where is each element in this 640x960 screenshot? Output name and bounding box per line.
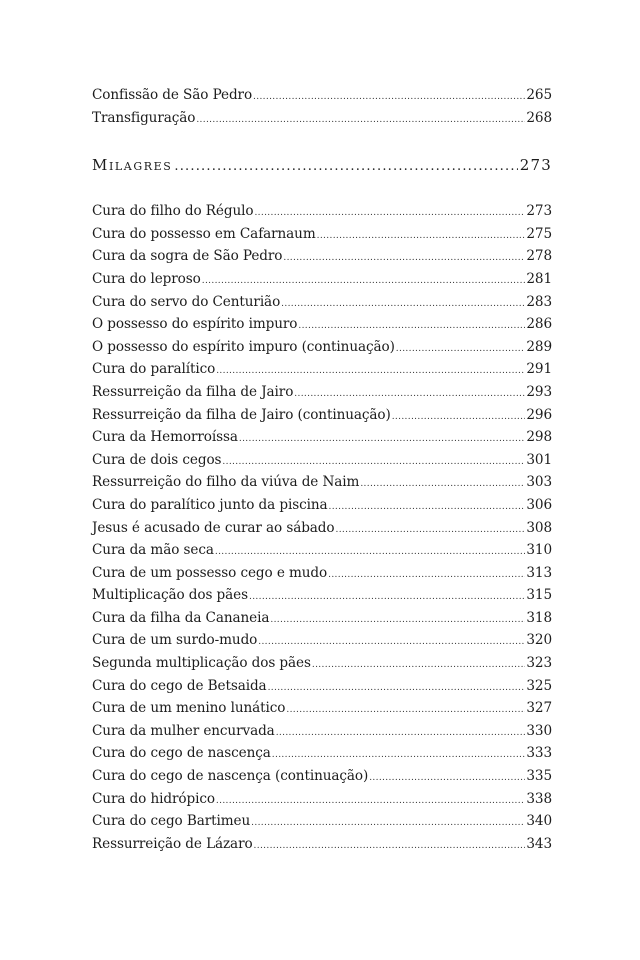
toc-entry xyxy=(92,607,552,630)
entry-page-number: 298 xyxy=(526,429,552,446)
entry-title: O possesso do espírito impuro xyxy=(92,316,298,333)
dot-leader xyxy=(336,519,526,542)
toc-entry xyxy=(92,84,552,107)
toc-entry xyxy=(92,742,552,765)
dot-leader xyxy=(329,496,526,519)
entry-title: Cura do paralítico junto da piscina xyxy=(92,496,328,513)
entry-page-number: 306 xyxy=(526,496,552,513)
toc-entry xyxy=(92,584,552,607)
entry-page-number: 281 xyxy=(526,270,552,287)
toc-entry xyxy=(92,107,552,130)
entry-title: Cura da mão seca xyxy=(92,542,214,559)
entry-page-number: 323 xyxy=(526,655,552,672)
entry-page-number: 286 xyxy=(526,316,552,333)
entry-title: Cura do cego de Betsaida xyxy=(92,677,267,694)
entry-page-number: 291 xyxy=(526,361,552,378)
toc-entry xyxy=(92,449,552,472)
dot-leader xyxy=(202,270,526,293)
entry-page-number: 340 xyxy=(526,813,552,830)
entry-title: Cura de um surdo-mudo xyxy=(92,632,258,649)
entry-page-number: 293 xyxy=(526,383,552,400)
section-title: Milagres xyxy=(92,156,173,175)
dot-leader xyxy=(317,225,526,248)
dot-leader xyxy=(369,767,525,790)
entry-title: Transfiguração xyxy=(92,109,196,126)
dot-leader xyxy=(174,155,517,179)
toc-entry xyxy=(92,245,552,268)
dot-leader xyxy=(294,383,525,406)
toc-entry xyxy=(92,494,552,517)
entry-title: Ressurreição de Lázaro xyxy=(92,835,253,852)
toc-entry xyxy=(92,358,552,381)
dot-leader xyxy=(249,586,525,609)
toc-entry xyxy=(92,562,552,585)
table-of-contents xyxy=(92,84,552,855)
toc-entry xyxy=(92,200,552,223)
dot-leader xyxy=(281,293,525,316)
dot-leader xyxy=(258,631,525,654)
entry-title: Cura do cego de nascença xyxy=(92,745,271,762)
entry-page-number: 313 xyxy=(526,564,552,581)
entry-page-number: 275 xyxy=(526,225,552,242)
toc-entry xyxy=(92,268,552,291)
dot-leader xyxy=(276,722,526,745)
entry-page-number: 310 xyxy=(526,542,552,559)
entry-page-number: 289 xyxy=(526,338,552,355)
entry-title: O possesso do espírito impuro (continuação) xyxy=(92,338,395,355)
dot-leader xyxy=(222,451,525,474)
toc-entry xyxy=(92,426,552,449)
toc-entry xyxy=(92,788,552,811)
entry-title: Cura do leproso xyxy=(92,270,201,287)
entry-title: Cura da mulher encurvada xyxy=(92,722,275,739)
toc-entry xyxy=(92,336,552,359)
dot-leader xyxy=(312,654,525,677)
entry-page-number: 301 xyxy=(526,451,552,468)
dot-leader xyxy=(196,109,525,132)
dot-leader xyxy=(254,835,526,858)
entry-page-number: 327 xyxy=(526,700,552,717)
entry-title: Ressurreição da filha de Jairo (continuação) xyxy=(92,406,391,423)
toc-entry xyxy=(92,629,552,652)
toc-entry-list xyxy=(92,200,552,855)
entry-page-number: 320 xyxy=(526,632,552,649)
entry-page-number: 338 xyxy=(526,790,552,807)
dot-leader xyxy=(254,202,525,225)
dot-leader xyxy=(283,247,525,270)
entry-page-number: 265 xyxy=(526,87,552,103)
entry-title: Ressurreição da filha de Jairo xyxy=(92,383,294,400)
dot-leader xyxy=(268,677,526,700)
entry-title: Cura da Hemorroíssa xyxy=(92,429,238,446)
entry-title: Jesus é acusado de curar ao sábado xyxy=(92,519,335,536)
entry-page-number: 308 xyxy=(526,519,552,536)
toc-top-list xyxy=(92,84,552,129)
entry-page-number: 296 xyxy=(526,406,552,423)
section-heading xyxy=(92,153,552,177)
toc-entry xyxy=(92,471,552,494)
dot-leader xyxy=(216,360,525,383)
entry-page-number: 318 xyxy=(526,609,552,626)
dot-leader xyxy=(215,541,525,564)
entry-title: Multiplicação dos pães xyxy=(92,587,248,604)
entry-page-number: 268 xyxy=(526,109,552,126)
toc-entry xyxy=(92,291,552,314)
entry-page-number: 343 xyxy=(526,835,552,852)
entry-title: Confissão de São Pedro xyxy=(92,87,253,103)
dot-leader xyxy=(270,609,525,632)
dot-leader xyxy=(253,86,525,109)
toc-entry xyxy=(92,381,552,404)
dot-leader xyxy=(360,473,525,496)
entry-title: Cura do cego Bartimeu xyxy=(92,813,251,830)
toc-entry xyxy=(92,810,552,833)
toc-entry xyxy=(92,517,552,540)
entry-title: Cura do possesso em Cafarnaum xyxy=(92,225,316,242)
toc-entry xyxy=(92,404,552,427)
entry-title: Cura do servo do Centurião xyxy=(92,293,281,310)
entry-page-number: 333 xyxy=(526,745,552,762)
entry-title: Segunda multiplicação dos pães xyxy=(92,655,311,672)
toc-entry xyxy=(92,652,552,675)
entry-title: Cura da sogra de São Pedro xyxy=(92,248,283,265)
toc-entry xyxy=(92,720,552,743)
entry-page-number: 273 xyxy=(526,203,552,220)
entry-title: Ressurreição do filho da viúva de Naim xyxy=(92,474,360,491)
dot-leader xyxy=(298,315,525,338)
entry-title: Cura do cego de nascença (continuação) xyxy=(92,768,369,785)
entry-page-number: 303 xyxy=(526,474,552,491)
entry-title: Cura do paralítico xyxy=(92,361,216,378)
entry-title: Cura de um possesso cego e mudo xyxy=(92,564,328,581)
toc-entry xyxy=(92,697,552,720)
dot-leader xyxy=(396,338,526,361)
dot-leader xyxy=(239,428,525,451)
section-page-number: 273 xyxy=(519,156,552,175)
entry-title: Cura do filho do Régulo xyxy=(92,203,254,220)
entry-page-number: 278 xyxy=(526,248,552,265)
entry-title: Cura de um menino lunático xyxy=(92,700,286,717)
entry-title: Cura de dois cegos xyxy=(92,451,222,468)
toc-entry xyxy=(92,833,552,856)
entry-page-number: 315 xyxy=(526,587,552,604)
toc-entry xyxy=(92,765,552,788)
entry-page-number: 335 xyxy=(526,768,552,785)
entry-title: Cura do hidrópico xyxy=(92,790,215,807)
dot-leader xyxy=(328,564,525,587)
dot-leader xyxy=(286,699,525,722)
dot-leader xyxy=(392,406,526,429)
entry-title: Cura da filha da Cananeia xyxy=(92,609,270,626)
toc-entry xyxy=(92,313,552,336)
entry-page-number: 325 xyxy=(526,677,552,694)
entry-page-number: 330 xyxy=(526,722,552,739)
toc-entry xyxy=(92,539,552,562)
toc-entry xyxy=(92,223,552,246)
dot-leader xyxy=(251,812,525,835)
toc-entry xyxy=(92,675,552,698)
dot-leader xyxy=(216,790,525,813)
entry-page-number: 283 xyxy=(526,293,552,310)
dot-leader xyxy=(272,744,526,767)
